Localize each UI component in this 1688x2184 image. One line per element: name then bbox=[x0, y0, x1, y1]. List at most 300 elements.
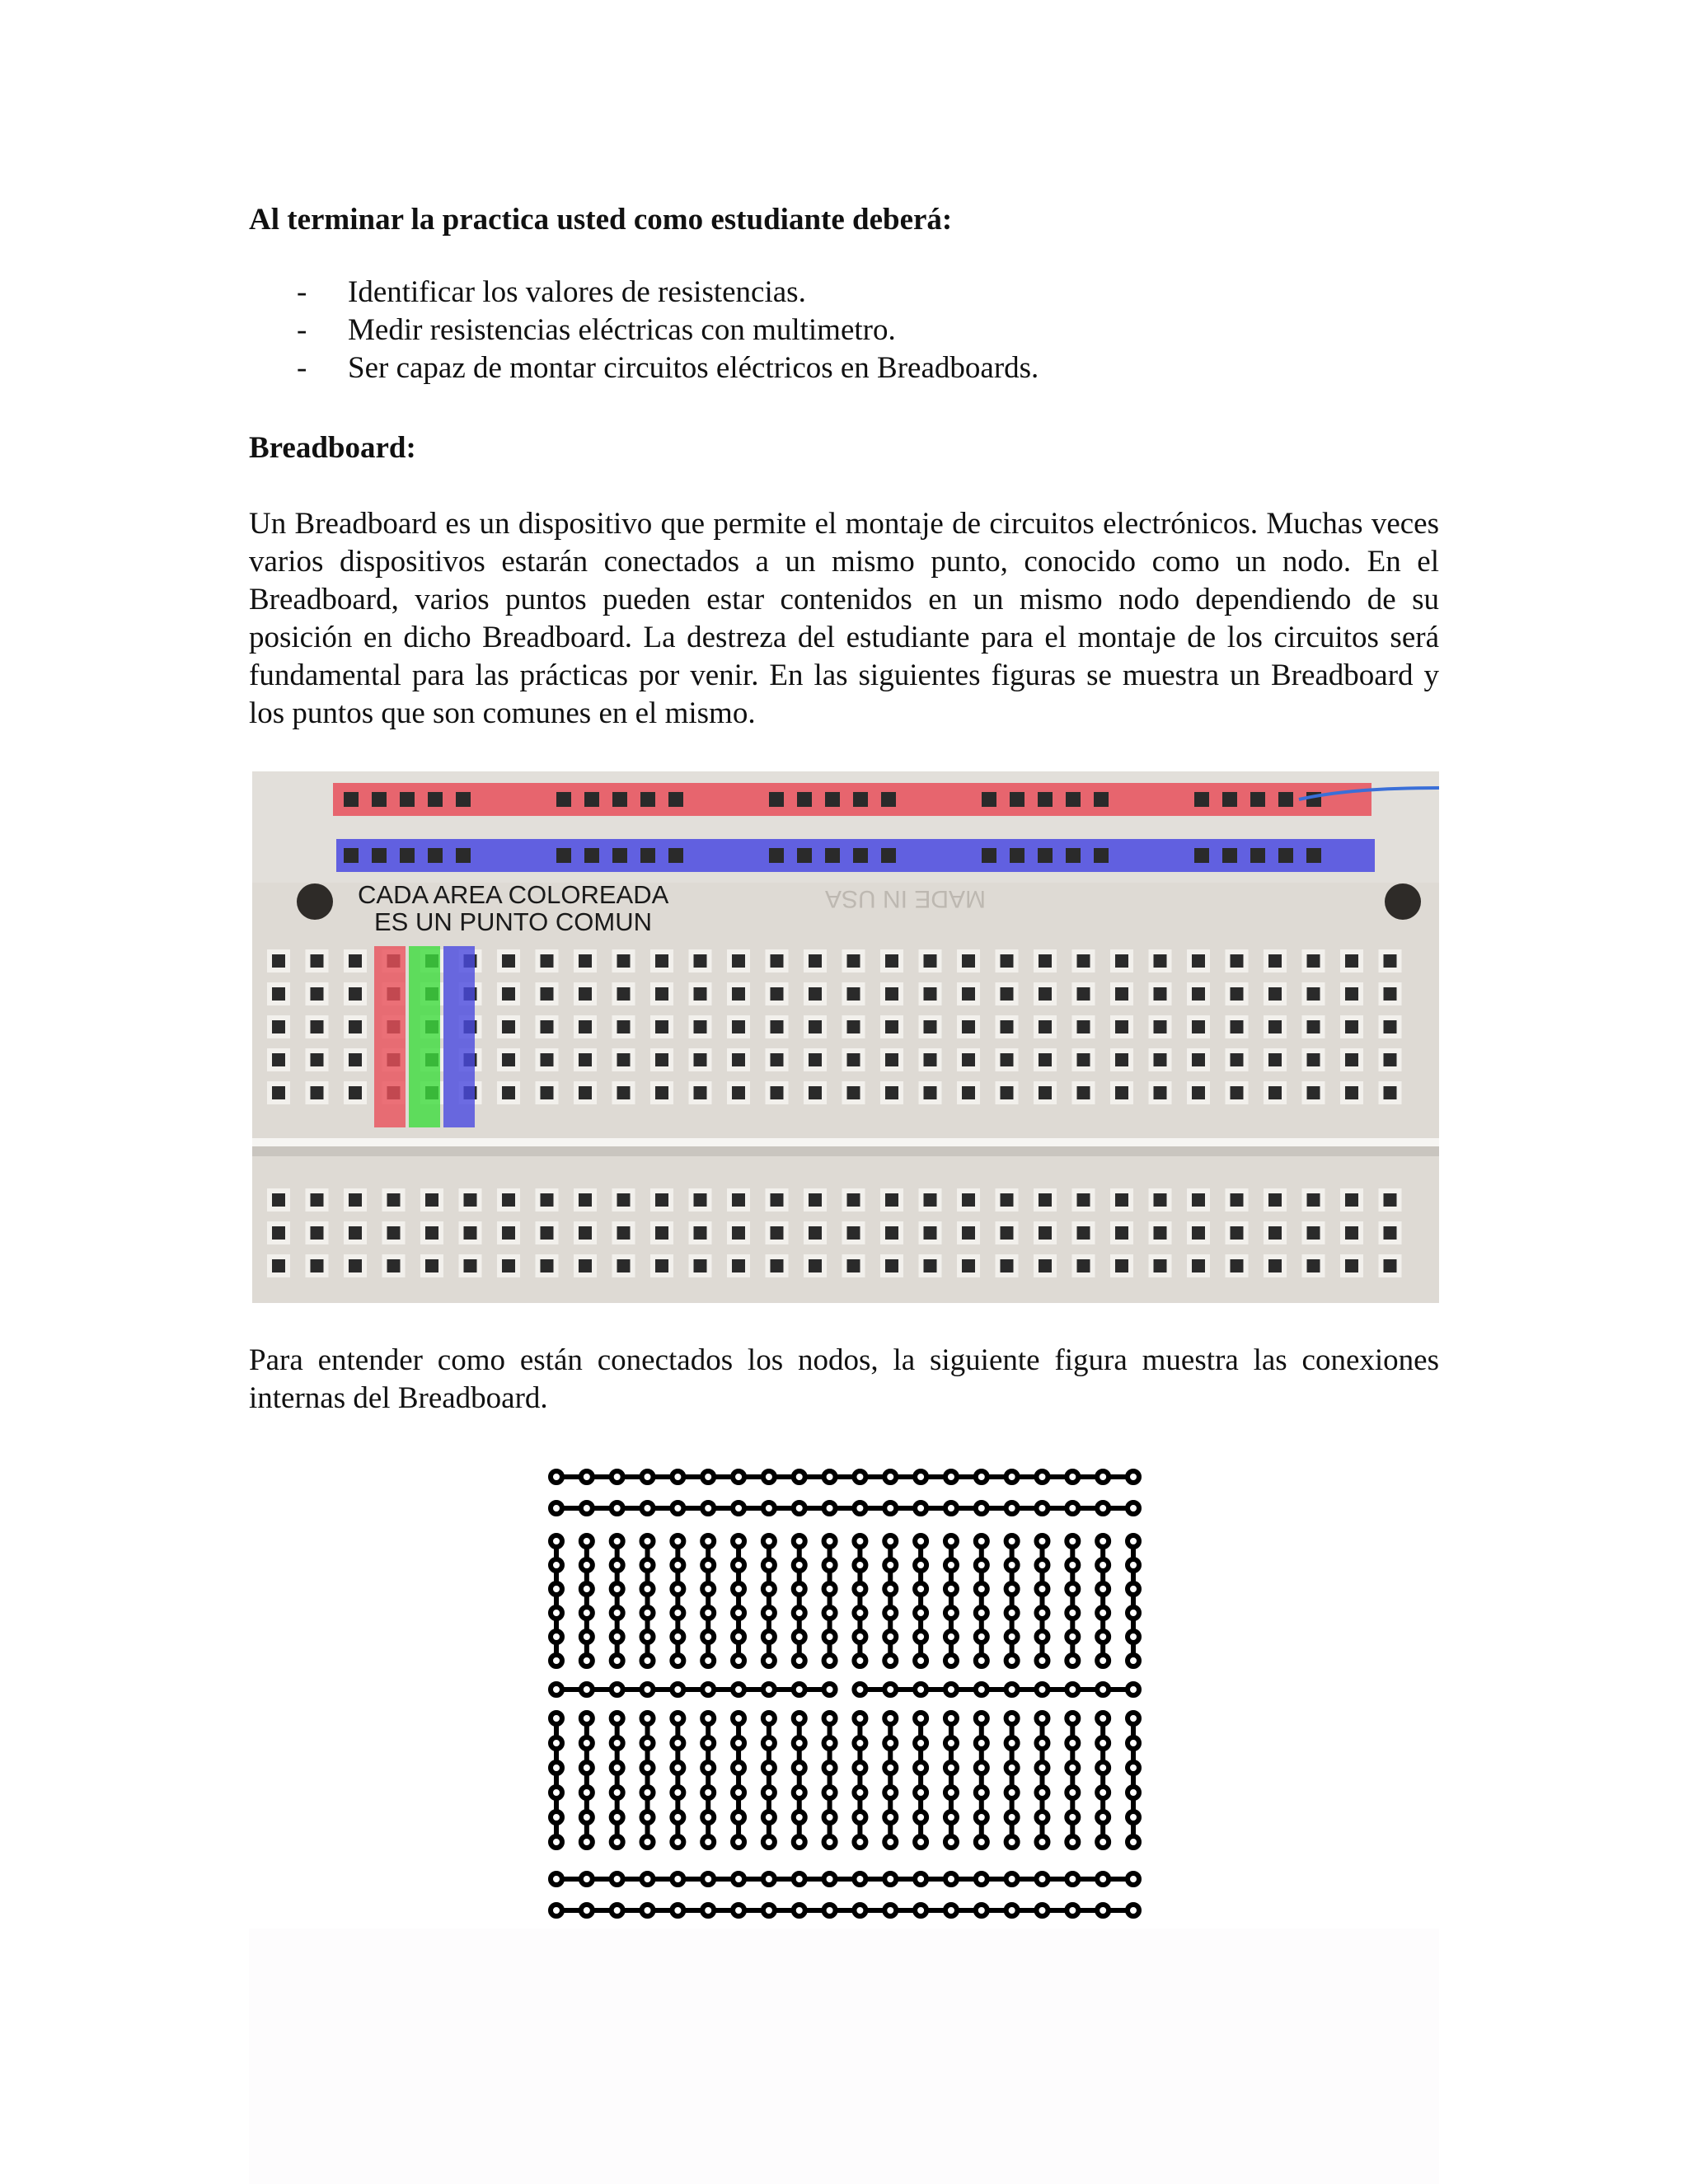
lower-terminal-node bbox=[581, 1762, 593, 1774]
upper-terminal-node bbox=[1036, 1631, 1048, 1643]
lower-terminal-node bbox=[1067, 1811, 1078, 1823]
bottom-rail-2-node bbox=[1097, 1905, 1109, 1916]
lower-terminal-node bbox=[642, 1713, 654, 1724]
board-hole bbox=[809, 987, 822, 1001]
board-hole bbox=[1001, 1259, 1014, 1272]
upper-terminal-node bbox=[945, 1559, 957, 1571]
board-hole bbox=[311, 1020, 324, 1033]
board-hole bbox=[1192, 1020, 1205, 1033]
board-hole bbox=[1307, 1020, 1320, 1033]
lower-terminal-node bbox=[824, 1836, 836, 1848]
upper-terminal-node bbox=[794, 1655, 805, 1666]
board-hole bbox=[885, 1226, 898, 1240]
rail-hole bbox=[982, 848, 996, 863]
lower-terminal-node bbox=[1036, 1713, 1048, 1724]
objective-item bbox=[249, 274, 1444, 312]
upper-terminal-node bbox=[672, 1631, 683, 1643]
board-hole bbox=[847, 1259, 860, 1272]
board-hole bbox=[502, 987, 515, 1001]
lower-terminal-node bbox=[551, 1787, 562, 1798]
upper-terminal-node bbox=[612, 1559, 623, 1571]
upper-terminal-node bbox=[763, 1631, 775, 1643]
upper-terminal-node bbox=[884, 1535, 896, 1547]
upper-terminal-node bbox=[1097, 1583, 1109, 1595]
board-hole bbox=[809, 1226, 822, 1240]
board-hole bbox=[502, 1193, 515, 1207]
upper-terminal-node bbox=[976, 1655, 987, 1666]
board-hole bbox=[1384, 987, 1397, 1001]
board-hole bbox=[655, 1020, 668, 1033]
upper-terminal-node bbox=[642, 1607, 654, 1619]
board-hole bbox=[1384, 1053, 1397, 1066]
board-hole bbox=[1231, 1053, 1244, 1066]
upper-terminal-node bbox=[884, 1631, 896, 1643]
lower-terminal-node bbox=[1006, 1762, 1018, 1774]
upper-terminal-node bbox=[945, 1583, 957, 1595]
board-hole bbox=[847, 1226, 860, 1240]
lower-terminal-node bbox=[1097, 1713, 1109, 1724]
lower-terminal-node bbox=[884, 1811, 896, 1823]
top-rail-1-node bbox=[1036, 1471, 1048, 1483]
board-hole bbox=[847, 987, 860, 1001]
rail-hole bbox=[372, 848, 387, 863]
bottom-rail-1-node bbox=[763, 1873, 775, 1885]
top-rail-2-node bbox=[733, 1502, 744, 1514]
top-rail-2-node bbox=[672, 1502, 683, 1514]
board-hole bbox=[924, 954, 937, 968]
upper-terminal-node bbox=[733, 1655, 744, 1666]
rail-hole bbox=[1010, 848, 1025, 863]
bottom-rail-1-node bbox=[702, 1873, 714, 1885]
board-hole bbox=[885, 1259, 898, 1272]
board-hole bbox=[502, 1053, 515, 1066]
rail-hole bbox=[1010, 792, 1025, 807]
upper-terminal-node bbox=[884, 1607, 896, 1619]
upper-terminal-node bbox=[642, 1655, 654, 1666]
board-hole bbox=[311, 954, 324, 968]
board-hole bbox=[924, 1020, 937, 1033]
board-hole bbox=[311, 1226, 324, 1240]
board-hole bbox=[1345, 1193, 1358, 1207]
board-hole bbox=[1231, 1086, 1244, 1099]
board-hole bbox=[732, 1086, 745, 1099]
bottom-rail-2-node bbox=[642, 1905, 654, 1916]
mount-hole-left bbox=[297, 883, 333, 920]
middle-rail-node bbox=[1006, 1684, 1018, 1695]
upper-terminal-node bbox=[854, 1607, 865, 1619]
board-hole bbox=[541, 1086, 554, 1099]
upper-terminal-node bbox=[854, 1631, 865, 1643]
lower-terminal-node bbox=[884, 1836, 896, 1848]
board-hole bbox=[349, 1226, 362, 1240]
board-hole bbox=[962, 1259, 975, 1272]
board-hole bbox=[1154, 1020, 1167, 1033]
top-rail-1-node bbox=[642, 1471, 654, 1483]
board-hole bbox=[1384, 1020, 1397, 1033]
board-hole bbox=[1268, 1053, 1282, 1066]
upper-terminal-node bbox=[642, 1631, 654, 1643]
board-hole bbox=[1231, 1226, 1244, 1240]
board-hole bbox=[1307, 1226, 1320, 1240]
board-hole bbox=[885, 1053, 898, 1066]
bottom-rail-2-node bbox=[551, 1905, 562, 1916]
upper-terminal-node bbox=[884, 1559, 896, 1571]
board-hole bbox=[732, 1020, 745, 1033]
upper-terminal-node bbox=[551, 1583, 562, 1595]
board-hole bbox=[311, 1086, 324, 1099]
top-rail-1-node bbox=[612, 1471, 623, 1483]
rail-hole bbox=[1194, 848, 1209, 863]
lower-terminal-node bbox=[884, 1787, 896, 1798]
upper-terminal-node bbox=[976, 1559, 987, 1571]
lower-terminal-node bbox=[884, 1762, 896, 1774]
board-hole bbox=[1307, 954, 1320, 968]
upper-terminal-node bbox=[1097, 1631, 1109, 1643]
bottom-rail-1-node bbox=[1036, 1873, 1048, 1885]
upper-terminal-node bbox=[763, 1559, 775, 1571]
board-hole bbox=[732, 1259, 745, 1272]
bottom-rail-2-node bbox=[794, 1905, 805, 1916]
board-hole bbox=[1231, 1020, 1244, 1033]
lower-terminal-node bbox=[642, 1762, 654, 1774]
rail-hole bbox=[1250, 792, 1265, 807]
board-hole bbox=[311, 1193, 324, 1207]
board-hole bbox=[1345, 1053, 1358, 1066]
lower-terminal-node bbox=[733, 1713, 744, 1724]
lower-terminal-node bbox=[1128, 1811, 1139, 1823]
board-hole bbox=[502, 1226, 515, 1240]
upper-terminal-node bbox=[945, 1535, 957, 1547]
board-hole bbox=[1307, 1086, 1320, 1099]
upper-terminal-node bbox=[915, 1535, 926, 1547]
bottom-rail-2-node bbox=[824, 1905, 836, 1916]
lower-terminal-node bbox=[824, 1713, 836, 1724]
board-hole bbox=[579, 1053, 592, 1066]
middle-rail-node bbox=[612, 1684, 623, 1695]
middle-rail-node bbox=[1097, 1684, 1109, 1695]
board-hole bbox=[1307, 1193, 1320, 1207]
upper-terminal-node bbox=[1067, 1655, 1078, 1666]
top-rail-2-node bbox=[702, 1502, 714, 1514]
board-hole bbox=[1115, 1259, 1128, 1272]
top-rail-2-node bbox=[642, 1502, 654, 1514]
top-rail-2-node bbox=[551, 1502, 562, 1514]
lower-terminal-node bbox=[733, 1737, 744, 1749]
rail-hole bbox=[640, 792, 655, 807]
lower-terminal-node bbox=[551, 1811, 562, 1823]
upper-terminal-node bbox=[976, 1583, 987, 1595]
lower-terminal-node bbox=[976, 1811, 987, 1823]
board-hole bbox=[694, 1020, 707, 1033]
top-rail-2-node bbox=[794, 1502, 805, 1514]
center-channel-shadow bbox=[252, 1146, 1439, 1156]
rail-hole bbox=[797, 848, 812, 863]
rail-hole bbox=[612, 792, 627, 807]
upper-terminal-node bbox=[733, 1631, 744, 1643]
lower-terminal-node bbox=[854, 1713, 865, 1724]
objective-text: Medir resistencias eléctricas con multimetro. bbox=[348, 313, 896, 347]
board-hole bbox=[732, 1053, 745, 1066]
upper-terminal-node bbox=[824, 1559, 836, 1571]
upper-terminal-node bbox=[1067, 1535, 1078, 1547]
rail-hole bbox=[825, 792, 840, 807]
board-hole bbox=[1001, 1193, 1014, 1207]
rail-hole bbox=[769, 848, 784, 863]
board-hole bbox=[349, 1193, 362, 1207]
rail-hole bbox=[881, 848, 896, 863]
rail-hole bbox=[1222, 848, 1237, 863]
board-hole bbox=[1077, 1053, 1090, 1066]
board-hole bbox=[1192, 1226, 1205, 1240]
board-hole bbox=[272, 1020, 285, 1033]
upper-terminal-node bbox=[1128, 1607, 1139, 1619]
bottom-rail-1-node bbox=[581, 1873, 593, 1885]
upper-terminal-node bbox=[1036, 1583, 1048, 1595]
top-rail-2-node bbox=[854, 1502, 865, 1514]
board-hole bbox=[1039, 1259, 1052, 1272]
lower-terminal-node bbox=[854, 1762, 865, 1774]
upper-terminal-node bbox=[551, 1655, 562, 1666]
board-hole bbox=[885, 954, 898, 968]
top-rail-1-node bbox=[702, 1471, 714, 1483]
lower-terminal-node bbox=[672, 1836, 683, 1848]
rail-hole bbox=[1066, 848, 1081, 863]
upper-terminal-node bbox=[1036, 1559, 1048, 1571]
upper-terminal-node bbox=[794, 1631, 805, 1643]
middle-rail-node bbox=[854, 1684, 865, 1695]
board-hole bbox=[962, 987, 975, 1001]
board-hole bbox=[1115, 1226, 1128, 1240]
green-column-highlight bbox=[409, 946, 440, 1127]
board-hole bbox=[924, 1226, 937, 1240]
upper-terminal-node bbox=[1067, 1607, 1078, 1619]
rail-hole bbox=[1222, 792, 1237, 807]
board-hole bbox=[617, 954, 631, 968]
lower-terminal-node bbox=[702, 1836, 714, 1848]
board-hole bbox=[847, 1053, 860, 1066]
rail-hole bbox=[372, 792, 387, 807]
upper-terminal-node bbox=[642, 1535, 654, 1547]
board-hole bbox=[464, 1259, 477, 1272]
board-hole bbox=[694, 1053, 707, 1066]
upper-terminal-node bbox=[1006, 1559, 1018, 1571]
middle-rail-node bbox=[1036, 1684, 1048, 1695]
lower-terminal-node bbox=[945, 1811, 957, 1823]
lower-terminal-node bbox=[1006, 1713, 1018, 1724]
upper-terminal-node bbox=[1067, 1583, 1078, 1595]
bottom-rail-1-node bbox=[612, 1873, 623, 1885]
board-hole bbox=[1384, 1226, 1397, 1240]
objectives-list bbox=[249, 274, 1444, 387]
upper-terminal-node bbox=[884, 1655, 896, 1666]
board-hole bbox=[694, 1259, 707, 1272]
lower-terminal-node bbox=[672, 1762, 683, 1774]
red-column-highlight bbox=[374, 946, 406, 1127]
board-hole bbox=[1001, 954, 1014, 968]
board-hole bbox=[425, 1226, 438, 1240]
board-hole bbox=[1115, 1053, 1128, 1066]
middle-rail-node bbox=[551, 1684, 562, 1695]
upper-terminal-node bbox=[1128, 1631, 1139, 1643]
upper-terminal-node bbox=[1006, 1655, 1018, 1666]
lower-terminal-node bbox=[672, 1811, 683, 1823]
board-hole bbox=[885, 987, 898, 1001]
top-rail-2-node bbox=[1097, 1502, 1109, 1514]
rail-hole bbox=[612, 848, 627, 863]
board-hole bbox=[1001, 1020, 1014, 1033]
rail-hole bbox=[640, 848, 655, 863]
board-hole bbox=[1231, 987, 1244, 1001]
upper-terminal-node bbox=[672, 1583, 683, 1595]
upper-terminal-node bbox=[733, 1535, 744, 1547]
lower-terminal-node bbox=[612, 1787, 623, 1798]
bottom-rail-2-node bbox=[976, 1905, 987, 1916]
lower-terminal-node bbox=[1097, 1811, 1109, 1823]
upper-terminal-node bbox=[794, 1607, 805, 1619]
rail-hole bbox=[1094, 792, 1109, 807]
rail-hole bbox=[1194, 792, 1209, 807]
board-hole bbox=[1077, 1086, 1090, 1099]
board-hole bbox=[349, 954, 362, 968]
board-hole bbox=[1192, 954, 1205, 968]
upper-terminal-node bbox=[1006, 1535, 1018, 1547]
board-hole bbox=[694, 1086, 707, 1099]
board-hole bbox=[962, 1193, 975, 1207]
lower-terminal-node bbox=[1097, 1836, 1109, 1848]
lower-terminal-node bbox=[945, 1737, 957, 1749]
board-hole bbox=[1192, 1259, 1205, 1272]
lower-terminal-node bbox=[581, 1787, 593, 1798]
bottom-rail-2-node bbox=[1036, 1905, 1048, 1916]
board-hole bbox=[272, 1193, 285, 1207]
board-hole bbox=[1154, 1086, 1167, 1099]
rail-hole bbox=[668, 792, 683, 807]
board-hole bbox=[1192, 1193, 1205, 1207]
lower-terminal-node bbox=[763, 1737, 775, 1749]
lower-terminal-node bbox=[1006, 1787, 1018, 1798]
lower-terminal-node bbox=[763, 1811, 775, 1823]
board-hole bbox=[1039, 1053, 1052, 1066]
upper-terminal-node bbox=[672, 1535, 683, 1547]
middle-rail-node bbox=[824, 1684, 836, 1695]
lower-terminal-node bbox=[551, 1836, 562, 1848]
board-hole bbox=[732, 987, 745, 1001]
bottom-rail-1-node bbox=[551, 1873, 562, 1885]
lower-terminal-node bbox=[612, 1762, 623, 1774]
top-rail-2-node bbox=[1006, 1502, 1018, 1514]
board-hole bbox=[579, 1226, 592, 1240]
board-hole bbox=[655, 1226, 668, 1240]
lower-terminal-node bbox=[794, 1787, 805, 1798]
rail-hole bbox=[400, 792, 415, 807]
rail-hole bbox=[1094, 848, 1109, 863]
upper-terminal-node bbox=[945, 1655, 957, 1666]
board-hole bbox=[541, 1226, 554, 1240]
board-hole bbox=[349, 1053, 362, 1066]
board-hole bbox=[1115, 1193, 1128, 1207]
board-hole bbox=[1001, 1226, 1014, 1240]
middle-rail-node bbox=[642, 1684, 654, 1695]
lower-terminal-node bbox=[642, 1737, 654, 1749]
upper-terminal-node bbox=[763, 1535, 775, 1547]
board-hole bbox=[425, 1259, 438, 1272]
top-rail-1-node bbox=[763, 1471, 775, 1483]
board-hole bbox=[1039, 1086, 1052, 1099]
board-hole bbox=[1154, 987, 1167, 1001]
upper-terminal-node bbox=[1067, 1631, 1078, 1643]
lower-terminal-node bbox=[976, 1713, 987, 1724]
board-hole bbox=[579, 1086, 592, 1099]
board-hole bbox=[1077, 1193, 1090, 1207]
board-hole bbox=[1077, 1226, 1090, 1240]
board-hole bbox=[1345, 1086, 1358, 1099]
upper-terminal-node bbox=[794, 1583, 805, 1595]
bottom-rail-1-node bbox=[976, 1873, 987, 1885]
bullet-dash: - bbox=[297, 275, 307, 309]
upper-terminal-node bbox=[1006, 1583, 1018, 1595]
lower-terminal-node bbox=[763, 1762, 775, 1774]
board-hole bbox=[1345, 1226, 1358, 1240]
upper-terminal-node bbox=[763, 1655, 775, 1666]
board-hole bbox=[655, 1259, 668, 1272]
rail-hole bbox=[344, 848, 359, 863]
board-hole bbox=[1192, 1053, 1205, 1066]
board-hole bbox=[541, 1259, 554, 1272]
lower-terminal-node bbox=[612, 1836, 623, 1848]
board-hole bbox=[1115, 987, 1128, 1001]
board-hole bbox=[1268, 1259, 1282, 1272]
top-rail-2-node bbox=[763, 1502, 775, 1514]
bullet-dash: - bbox=[297, 313, 307, 347]
center-channel bbox=[252, 1138, 1439, 1146]
board-hole bbox=[655, 987, 668, 1001]
board-hole bbox=[885, 1020, 898, 1033]
upper-terminal-node bbox=[976, 1607, 987, 1619]
top-rail-1-node bbox=[976, 1471, 987, 1483]
board-hole bbox=[847, 1193, 860, 1207]
top-rail-1-node bbox=[672, 1471, 683, 1483]
upper-terminal-node bbox=[612, 1631, 623, 1643]
upper-terminal-node bbox=[551, 1607, 562, 1619]
top-rail-1-node bbox=[1128, 1471, 1139, 1483]
upper-terminal-node bbox=[915, 1631, 926, 1643]
middle-rail-node bbox=[976, 1684, 987, 1695]
objective-item bbox=[249, 312, 1444, 349]
upper-terminal-node bbox=[1097, 1655, 1109, 1666]
board-hole bbox=[1039, 1020, 1052, 1033]
board-hole bbox=[1154, 1053, 1167, 1066]
upper-terminal-node bbox=[824, 1607, 836, 1619]
top-rail-1-node bbox=[581, 1471, 593, 1483]
upper-terminal-node bbox=[672, 1607, 683, 1619]
red-rail-highlight bbox=[333, 783, 1372, 816]
top-rail-1-node bbox=[945, 1471, 957, 1483]
board-hole bbox=[311, 1259, 324, 1272]
rail-hole bbox=[428, 848, 443, 863]
lower-terminal-node bbox=[1128, 1713, 1139, 1724]
objective-text: Identificar los valores de resistencias. bbox=[348, 275, 806, 309]
board-hole bbox=[655, 1086, 668, 1099]
board-hole bbox=[1115, 1020, 1128, 1033]
bottom-rail-2-node bbox=[672, 1905, 683, 1916]
board-hole bbox=[694, 954, 707, 968]
lower-terminal-node bbox=[763, 1713, 775, 1724]
upper-terminal-node bbox=[824, 1631, 836, 1643]
upper-terminal-node bbox=[1036, 1535, 1048, 1547]
middle-rail-node bbox=[702, 1684, 714, 1695]
top-rail-1-node bbox=[884, 1471, 896, 1483]
upper-terminal-node bbox=[581, 1559, 593, 1571]
